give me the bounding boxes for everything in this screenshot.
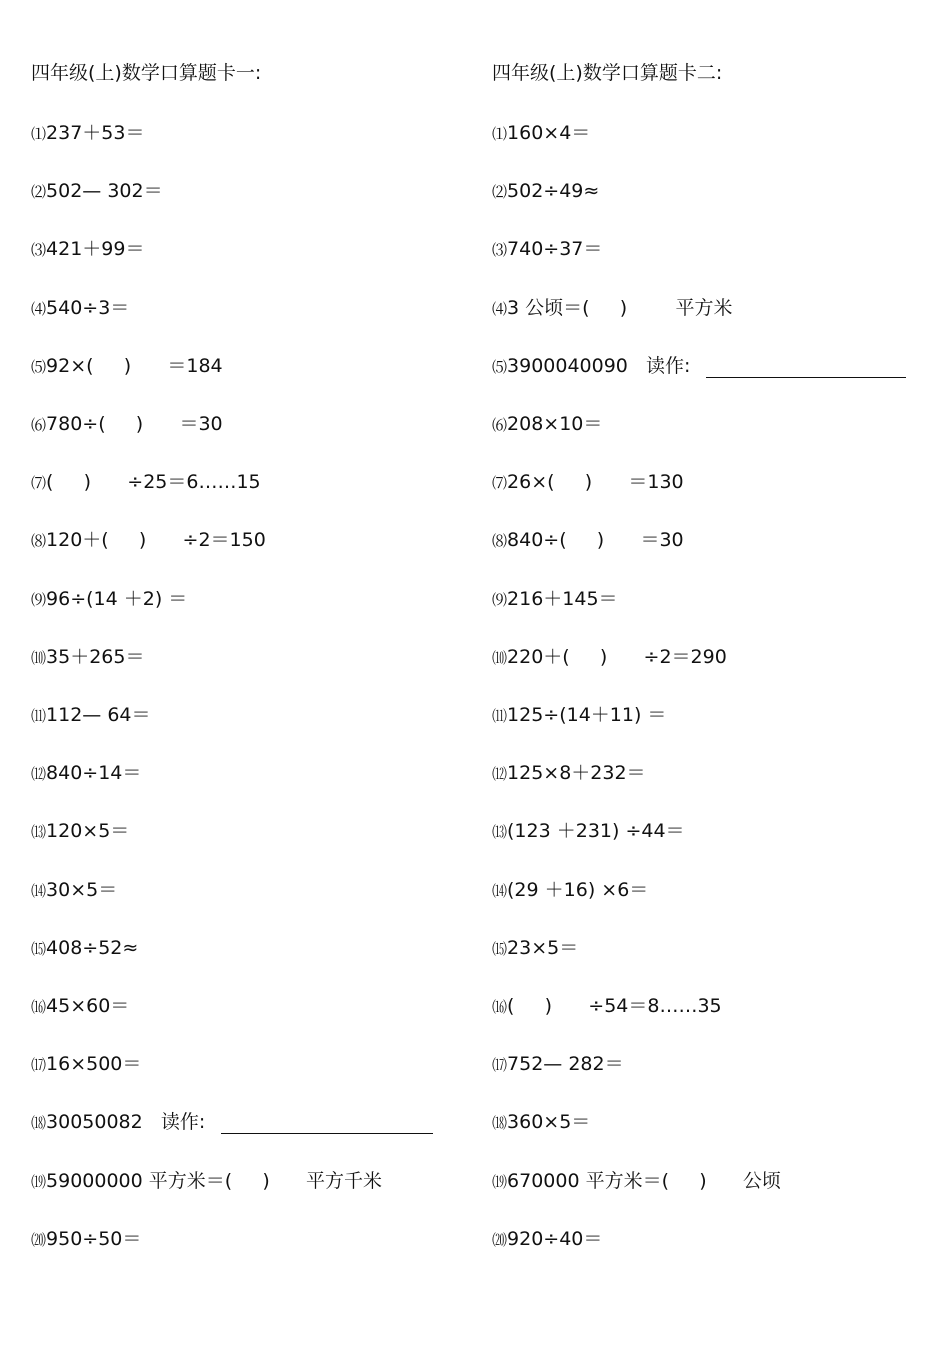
problem-expression: 59000000 平方米＝( ) 平方千米: [46, 1169, 383, 1192]
problem-number: ⑼: [492, 590, 507, 609]
problem-expression: 670000 平方米＝( ) 公顷: [507, 1169, 781, 1192]
problem-item: [492, 700, 666, 730]
problem-expression: 237＋53＝: [46, 122, 145, 144]
problem-item: [31, 875, 117, 905]
problem-number: ⒃: [31, 998, 46, 1016]
problem-expression: 216＋145＝: [507, 587, 618, 610]
problem-item: [31, 176, 163, 206]
problem-number: ⑸: [31, 357, 46, 376]
problem-expression: 752— 282＝: [507, 1053, 624, 1076]
problem-item: [31, 1166, 382, 1196]
problem-number: ⒀: [492, 823, 507, 842]
problem-expression: 208×10＝: [507, 413, 603, 435]
problem-number: ⑴: [31, 125, 46, 143]
problem-item: [492, 118, 590, 148]
problem-item: [31, 933, 138, 963]
problem-item: [31, 642, 144, 672]
problem-expression: 740÷37＝: [507, 238, 603, 261]
problem-expression: ( ) ÷25＝6……15: [46, 471, 261, 494]
problem-number: ⒁: [492, 881, 507, 900]
problem-item: [492, 409, 602, 439]
problem-item: [31, 1049, 141, 1079]
problem-number: ⑿: [492, 765, 507, 784]
problem-expression: 26×( ) ＝130: [507, 471, 684, 494]
problem-number: ⑸: [492, 357, 507, 376]
problem-expression: 30×5＝: [46, 878, 118, 901]
problem-expression: 112— 64＝: [46, 704, 151, 726]
problem-number: ⑾: [31, 707, 46, 725]
problem-number: ⑺: [31, 474, 46, 493]
problem-number: ⑵: [31, 183, 46, 202]
problem-item: [492, 816, 685, 846]
problem-number: ⒄: [31, 1056, 46, 1075]
problem-item: [492, 758, 646, 788]
problem-item: [492, 293, 732, 323]
problem-item: [31, 351, 223, 381]
problem-expression: (123 ＋231) ÷44＝: [507, 820, 685, 843]
problem-number: ⒅: [492, 1114, 507, 1133]
problem-number: ⑷: [492, 299, 507, 318]
problem-expression: 840÷14＝: [46, 762, 142, 785]
problem-expression: 502— 302＝: [46, 180, 163, 203]
problem-expression: 35＋265＝: [46, 645, 145, 668]
problem-expression: 23×5＝: [507, 936, 579, 959]
problem-item: [31, 293, 129, 323]
problem-number: ⑻: [492, 532, 507, 551]
problem-number: ⒂: [31, 939, 46, 958]
problem-number: ⒆: [492, 1172, 507, 1191]
problem-expression: 160×4＝: [507, 122, 591, 144]
problem-item: [492, 584, 618, 614]
problem-number: ⒄: [492, 1056, 507, 1075]
problem-expression: 421＋99＝: [46, 238, 145, 261]
problem-expression: 780÷( ) ＝30: [46, 413, 223, 435]
card-title: 四年级(上)数学口算题卡一:: [31, 62, 262, 84]
problem-item: [492, 1224, 602, 1254]
problem-expression: 950÷50＝: [46, 1227, 142, 1250]
problem-expression: 3900040090 读作:: [507, 354, 691, 377]
problem-number: ⑽: [31, 648, 46, 667]
problem-number: ⒇: [31, 1230, 46, 1249]
problem-number: ⑷: [31, 299, 46, 318]
problem-number: ⑻: [31, 532, 46, 551]
card-title: 四年级(上)数学口算题卡二:: [492, 62, 723, 84]
problem-expression: 502÷49≈: [507, 180, 600, 203]
problem-expression: 220＋( ) ÷2＝290: [507, 645, 727, 668]
problem-expression: 360×5＝: [507, 1111, 591, 1134]
problem-number: ⑼: [31, 590, 46, 609]
problem-expression: 920÷40＝: [507, 1227, 603, 1250]
problem-item: [492, 1107, 590, 1137]
problem-item: [31, 467, 261, 497]
problem-item: [31, 700, 151, 730]
problem-item: [31, 525, 266, 555]
problem-item: [31, 1107, 433, 1137]
problem-expression: 840÷( ) ＝30: [507, 529, 684, 552]
problem-expression: 125÷(14＋11) ＝: [507, 704, 667, 726]
problem-expression: 120＋( ) ÷2＝150: [46, 529, 266, 552]
problem-number: ⑶: [31, 241, 46, 260]
problem-item: [492, 351, 906, 381]
problem-expression: 16×500＝: [46, 1053, 142, 1076]
problem-number: ⑵: [492, 183, 507, 202]
problem-number: ⑹: [31, 416, 46, 434]
problem-expression: 45×60＝: [46, 995, 130, 1017]
problem-item: [31, 816, 129, 846]
problem-item: [492, 1166, 781, 1196]
problem-item: [492, 176, 599, 206]
problem-item: [31, 1224, 141, 1254]
problem-number: ⑿: [31, 765, 46, 784]
problem-number: ⑶: [492, 241, 507, 260]
problem-item: [492, 933, 578, 963]
problem-number: ⑹: [492, 416, 507, 434]
problem-item: [492, 234, 602, 264]
problem-item: [31, 991, 129, 1021]
problem-item: [492, 525, 684, 555]
problem-expression: 30050082 读作:: [46, 1111, 206, 1134]
problem-number: ⒀: [31, 823, 46, 842]
problem-number: ⑺: [492, 474, 507, 493]
answer-line: [221, 1132, 433, 1134]
problem-number: ⑽: [492, 648, 507, 667]
problem-item: [492, 991, 722, 1021]
problem-item: [31, 118, 144, 148]
problem-item: [492, 1049, 624, 1079]
problem-number: ⒃: [492, 998, 507, 1016]
problem-number: ⑾: [492, 707, 507, 725]
problem-expression: 408÷52≈: [46, 936, 139, 959]
problem-number: ⒅: [31, 1114, 46, 1133]
problem-expression: 120×5＝: [46, 820, 130, 843]
problem-number: ⒇: [492, 1230, 507, 1249]
problem-expression: ( ) ÷54＝8……35: [507, 995, 722, 1017]
problem-number: ⑴: [492, 125, 507, 143]
problem-item: [31, 758, 141, 788]
problem-expression: 540÷3＝: [46, 296, 130, 319]
problem-number: ⒁: [31, 881, 46, 900]
problem-expression: 3 公顷＝( ) 平方米: [507, 296, 733, 319]
problem-item: [31, 234, 144, 264]
problem-number: ⒂: [492, 939, 507, 958]
problem-expression: (29 ＋16) ×6＝: [507, 878, 649, 901]
problem-expression: 92×( ) ＝184: [46, 354, 223, 377]
problem-item: [492, 467, 684, 497]
answer-line: [706, 376, 906, 378]
problem-item: [492, 642, 727, 672]
problem-number: ⒆: [31, 1172, 46, 1191]
problem-expression: 125×8＋232＝: [507, 762, 646, 785]
problem-item: [492, 875, 648, 905]
problem-item: [31, 584, 187, 614]
problem-item: [31, 409, 223, 439]
problem-expression: 96÷(14 ＋2) ＝: [46, 587, 188, 610]
